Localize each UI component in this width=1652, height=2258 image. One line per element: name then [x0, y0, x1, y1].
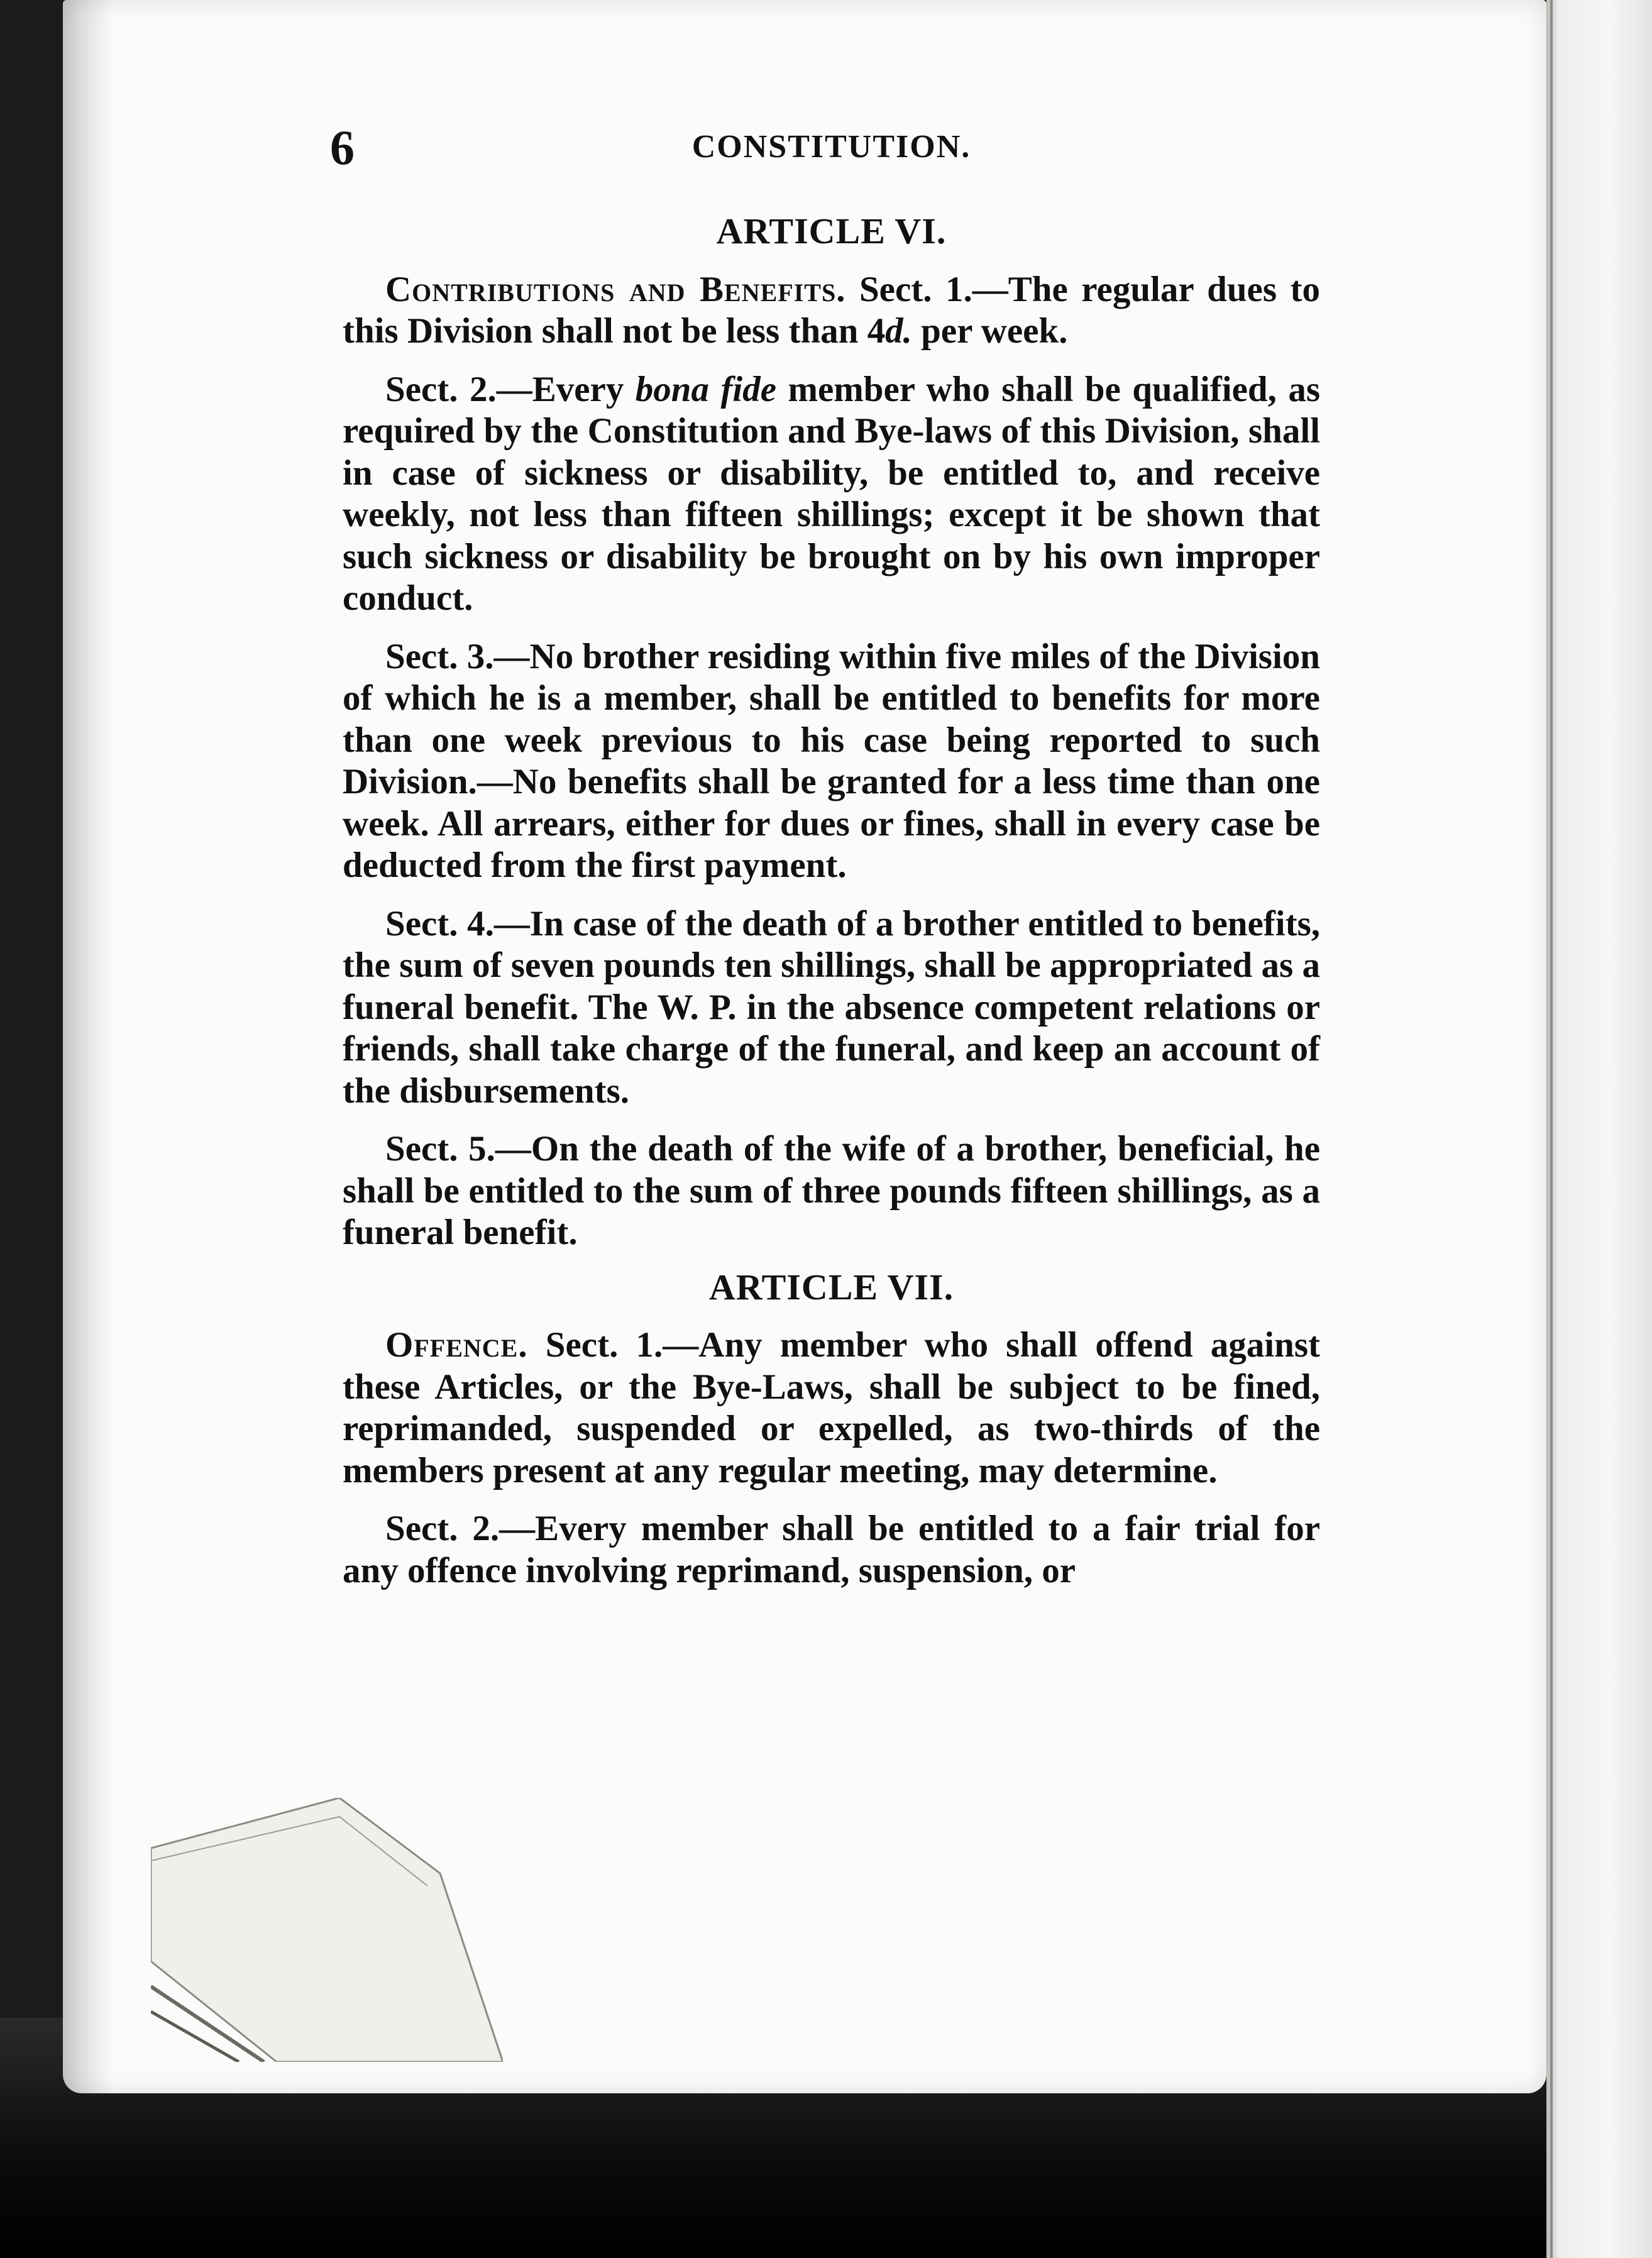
- section-text: Sect. 2.—Every: [385, 369, 636, 409]
- article-vi-sect-2: [343, 369, 1320, 620]
- section-italic: d.: [885, 311, 912, 351]
- adjacent-page-edge: [1546, 0, 1652, 2258]
- page-edge-line: [1550, 0, 1553, 2258]
- section-text: member who shall be qualified, as required by the Constitution and Bye-laws of this Division, shall in case of sickness or disability, be entitled to, and receive weekly, not less than fifteen shillings; except it be shown that such sickness or disability be brought on by his own improper conduct.: [343, 369, 1320, 618]
- page-number: 6: [330, 120, 355, 175]
- section-text: per week.: [911, 311, 1068, 351]
- section-text: Sect. 1.—The regular dues to this Division shall not be less than 4: [343, 269, 1320, 351]
- article-vi-title: ARTICLE VI.: [716, 211, 947, 251]
- article-vii-title: ARTICLE VII.: [708, 1266, 954, 1308]
- article-vi-sect-1: [343, 269, 1320, 353]
- article-vi-sect-4: Sect. 4.—In case of the death of a brother entitled to benefits, the sum of seven pounds ten shillings, shall be appropriated as a funeral benefit. The W. P. in the absence competent relations or friends, shall take charge of the funeral, and keep an account of the disbursements.: [343, 903, 1320, 1111]
- article-vii-sect-1: [343, 1325, 1320, 1492]
- section-italic: bona fide: [635, 369, 777, 409]
- article-vi-sect-5: Sect. 5.—On the death of the wife of a brother, beneficial, he shall be entitled to the sum of three pounds fifteen shillings, as a funeral benefit.: [343, 1129, 1320, 1252]
- body-text: [343, 211, 1320, 1608]
- section-text: Sect. 1.—Any member who shall offend against these Articles, or the Bye-Laws, shall be subject to be fined, reprimanded, suspended or expelled, as two-thirds of the members present at any regular meeting, may determine.: [343, 1325, 1320, 1490]
- running-head: CONSTITUTION.: [691, 129, 971, 165]
- section-heading: Contributions and Benefits.: [385, 269, 846, 309]
- folded-corner: [151, 1798, 503, 2062]
- article-vi-sect-3: Sect. 3.—No brother residing within five miles of the Division of which he is a member, shall be entitled to benefits for more than one week previous to his case being reported to such Division.—No benefits shall be granted for a less time than one week. All arrears, either for dues or fines, shall in every case be deducted from the first payment.: [343, 636, 1320, 885]
- article-vii-sect-2: Sect. 2.—Every member shall be entitled to a fair trial for any offence involving reprimand, suspension, or: [343, 1509, 1320, 1590]
- page-header: [330, 119, 1320, 176]
- section-heading: Offence.: [385, 1325, 528, 1365]
